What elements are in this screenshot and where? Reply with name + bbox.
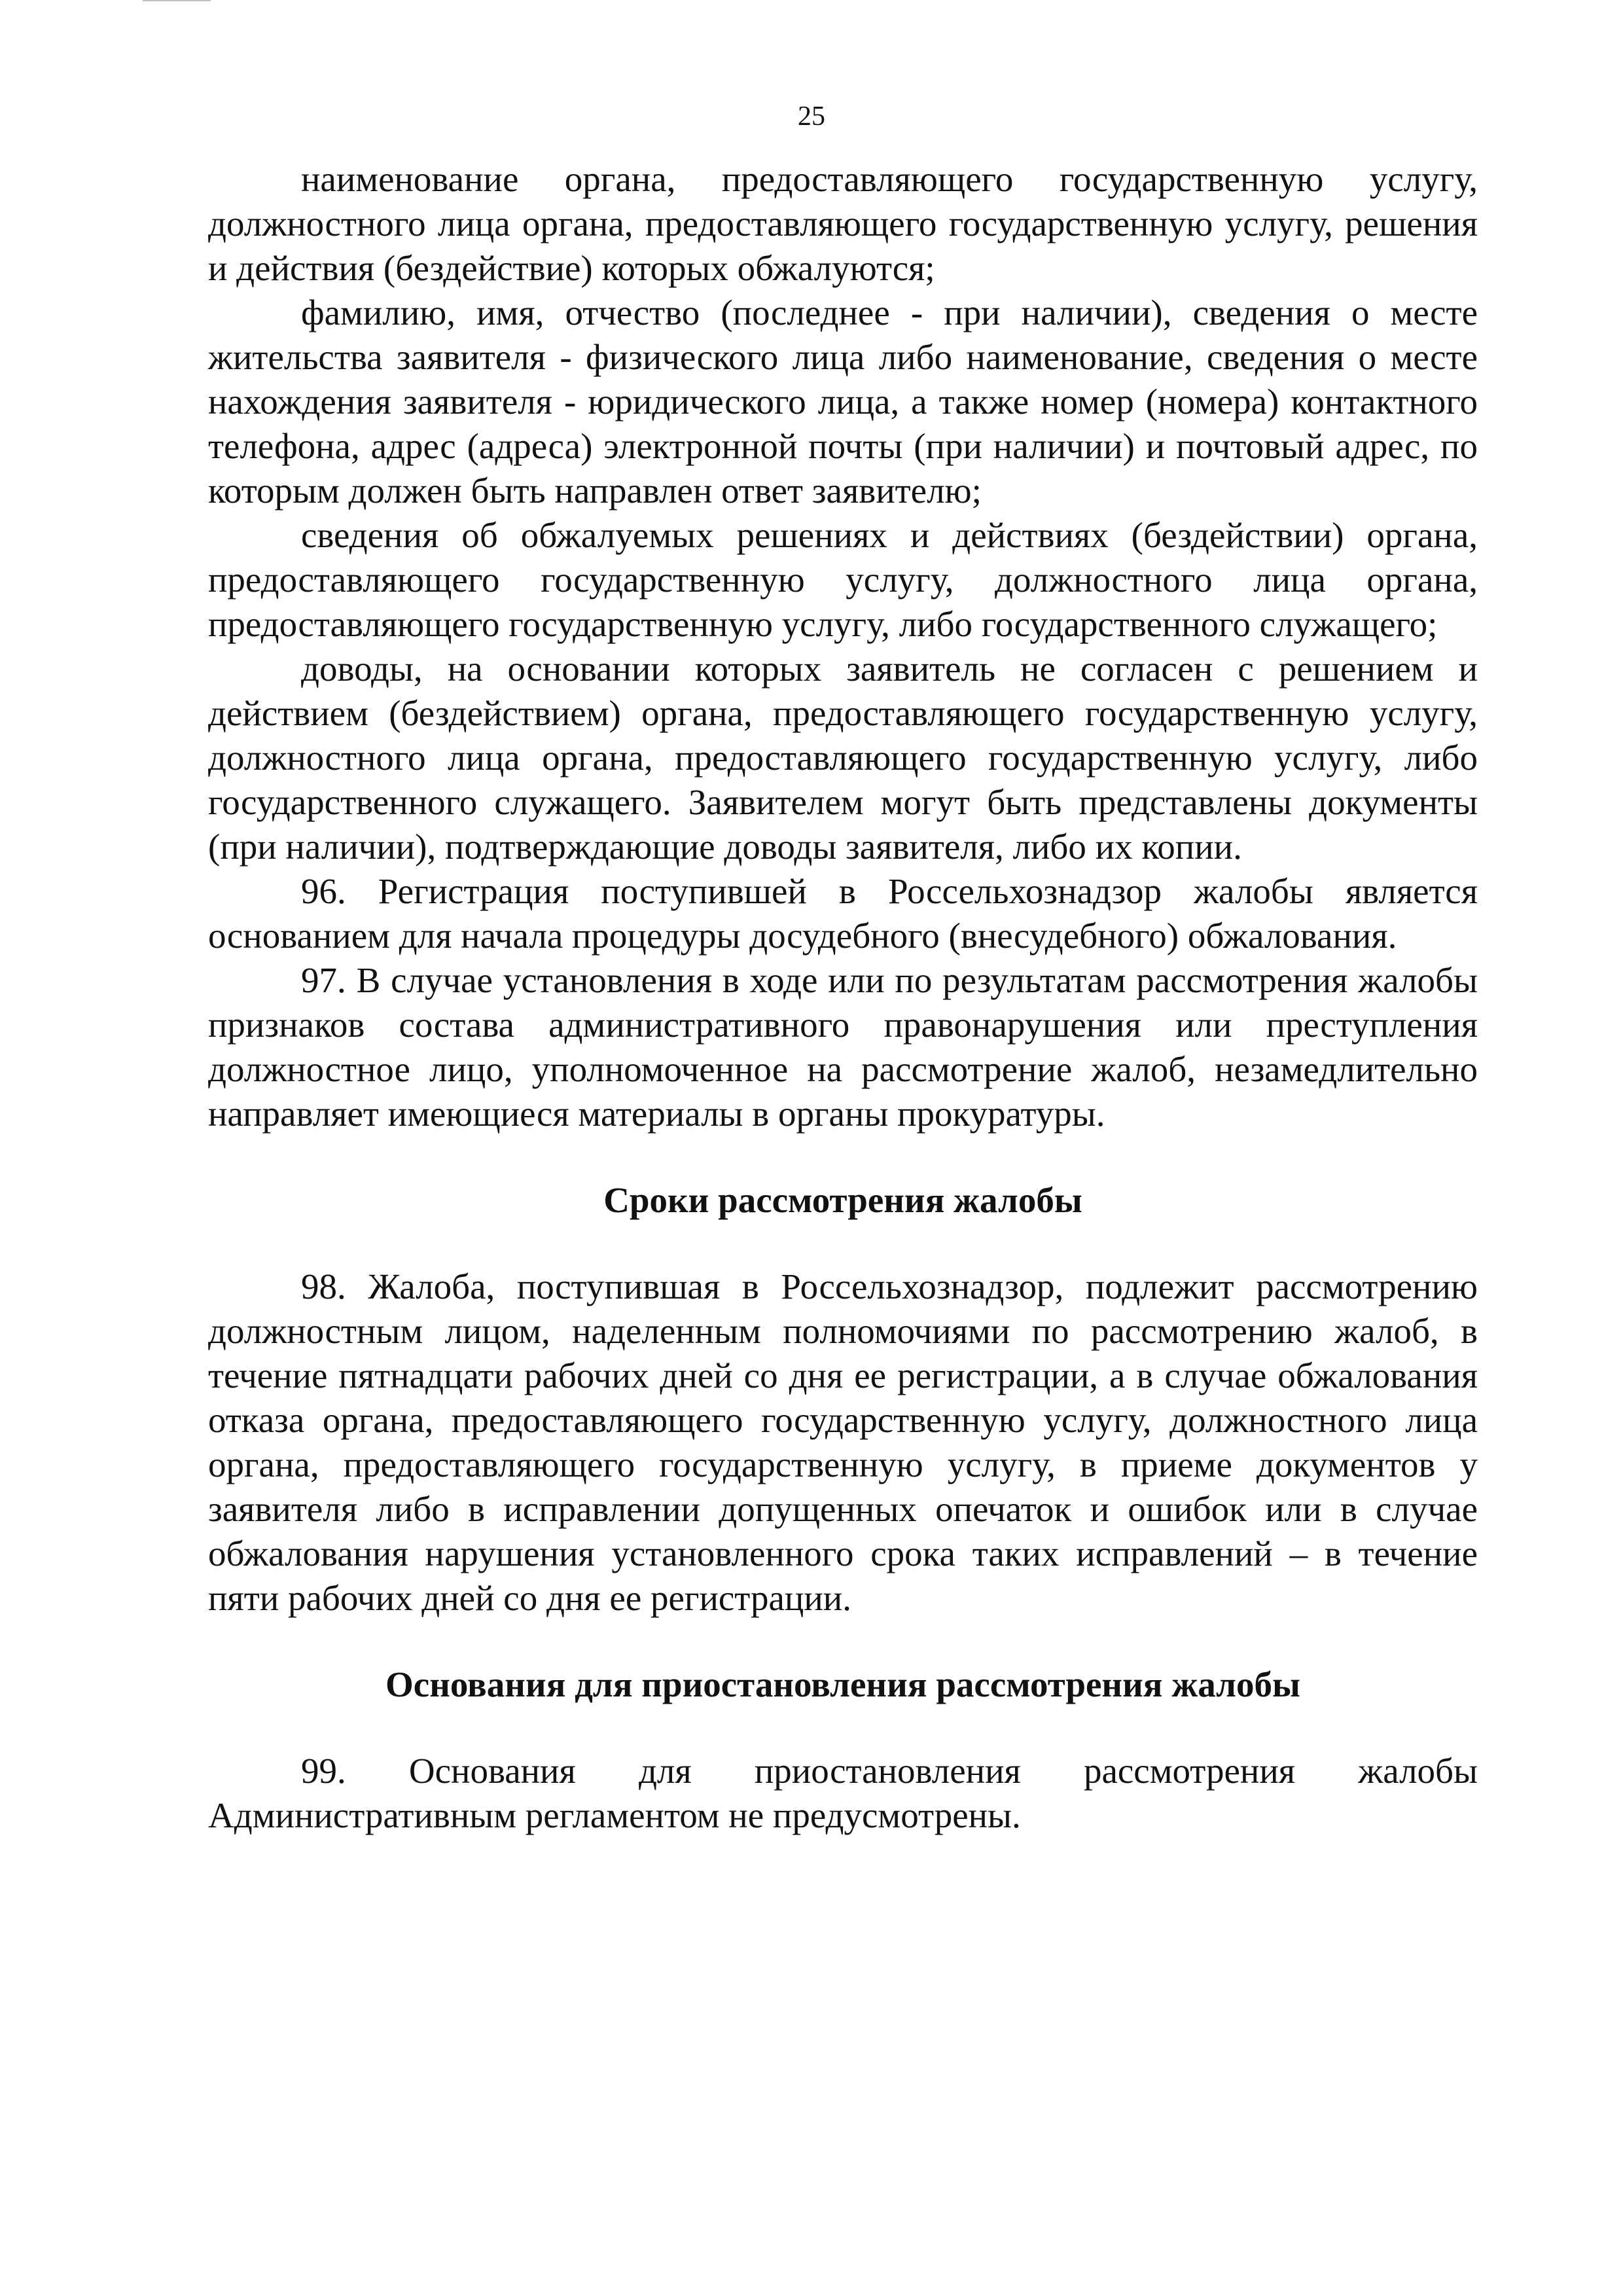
paragraph-item-96: 96. Регистрация поступившей в Россельхознадзор жалобы является основанием для начала процедуры досудебного (внесудебного) обжалования. [208, 871, 1478, 956]
paragraph-item-97: 97. В случае установления в ходе или по результатам рассмотрения жалобы признаков состава административного правонарушения или преступления должностное лицо, уполномоченное на рассмотрение жалоб, незамедлительно направляет имеющиеся материалы в органы прокуратуры. [208, 960, 1478, 1134]
paragraph-complaint-body-name: наименование органа, предоставляющего государственную услугу, должностного лица органа, предоставляющего государственную услугу, решения и действия (бездействие) которых обжалуются; [208, 159, 1478, 288]
paragraph-appealed-decisions: сведения об обжалуемых решениях и действиях (бездействии) органа, предоставляющего государственную услугу, должностного лица органа, предоставляющего государственную услугу, либо государственного служащего; [208, 515, 1478, 644]
paragraph-item-99: 99. Основания для приостановления рассмотрения жалобы Административным регламентом не предусмотрены. [208, 1751, 1478, 1835]
paragraph-item-98: 98. Жалоба, поступившая в Россельхознадзор, подлежит рассмотрению должностным лицом, наделенным полномочиями по рассмотрению жалоб, в течение пятнадцати рабочих дней со дня ее регистрации, а в случае обжалования отказа органа, предоставляющего государственную услугу, должностного лица органа, предоставляющего государственную услугу, в приеме документов у заявителя либо в исправлении допущенных опечаток и ошибок или в случае обжалования нарушения установленного срока таких исправлений – в течение пяти рабочих дней со дня ее регистрации. [208, 1266, 1478, 1618]
scan-edge-mark [143, 0, 211, 1]
page-number: 25 [798, 101, 825, 132]
section-heading-terms: Сроки рассмотрения жалобы [603, 1180, 1082, 1220]
document-body [208, 157, 1478, 1838]
paragraph-arguments: доводы, на основании которых заявитель не согласен с решением и действием (бездействием) органа, предоставляющего государственную услугу, должностного лица органа, предоставляющего государственную услугу, либо государственного служащего. Заявителем могут быть представлены документы (при наличии), подтверждающие доводы заявителя, либо их копии. [208, 649, 1478, 867]
section-heading-suspension: Основания для приостановления рассмотрения жалобы [385, 1664, 1300, 1704]
paragraph-applicant-details: фамилию, имя, отчество (последнее - при наличии), сведения о месте жительства заявителя - физического лица либо наименование, сведения о месте нахождения заявителя - юридического лица, а также номер (номера) контактного телефона, адрес (адреса) электронной почты (при наличии) и почтовый адрес, по которым должен быть направлен ответ заявителю; [208, 293, 1478, 511]
